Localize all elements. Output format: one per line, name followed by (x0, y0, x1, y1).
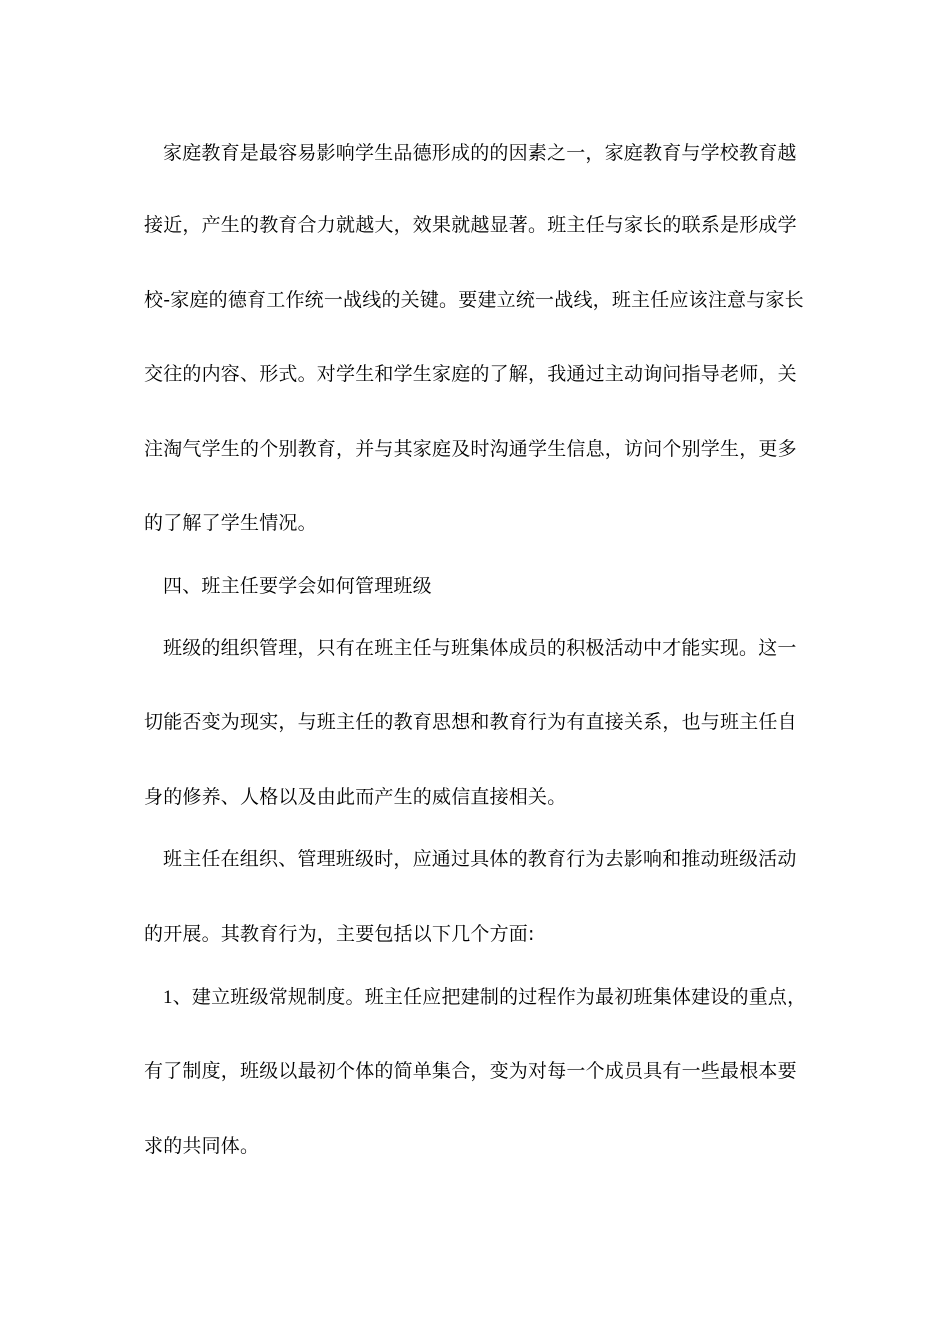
paragraph-line: 班级的组织管理，只有在班主任与班集体成员的积极活动中才能实现。这一 (163, 637, 797, 659)
paragraph-line: 班主任在组织、管理班级时，应通过具体的教育行为去影响和推动班级活动 (163, 848, 797, 870)
paragraph-line: 的了解了学生情况。 (144, 512, 317, 534)
paragraph-line: 身的修养、人格以及由此而产生的威信直接相关。 (144, 786, 567, 808)
paragraph-line: 有了制度，班级以最初个体的简单集合，变为对每一个成员具有一些最根本要 (144, 1060, 797, 1082)
list-item-number: 1 (163, 987, 173, 1008)
paragraph-line: 注淘气学生的个别教育，并与其家庭及时沟通学生信息，访问个别学生，更多 (144, 438, 797, 460)
paragraph-line: 求的共同体。 (144, 1135, 260, 1157)
list-item-text: 、建立班级常规制度。班主任应把建制的过程作为最初班集体建设的重点， (172, 986, 807, 1008)
paragraph-line: 交往的内容、形式。对学生和学生家庭的了解，我通过主动询问指导老师，关 (144, 363, 797, 385)
paragraph-line: 的开展。其教育行为，主要包括以下几个方面: (144, 923, 535, 945)
section-heading: 四、班主任要学会如何管理班级 (163, 575, 432, 597)
paragraph-line: 家庭教育是最容易影响学生品德形成的的因素之一，家庭教育与学校教育越 (163, 142, 797, 164)
paragraph-line: 切能否变为现实，与班主任的教育思想和教育行为有直接关系，也与班主任自 (144, 711, 797, 733)
paragraph-line: 校-家庭的德育工作统一战线的关键。要建立统一战线，班主任应该注意与家长 (144, 289, 804, 311)
list-item-line (163, 984, 833, 1011)
paragraph-line: 接近，产生的教育合力就越大，效果就越显著。班主任与家长的联系是形成学 (144, 214, 797, 236)
